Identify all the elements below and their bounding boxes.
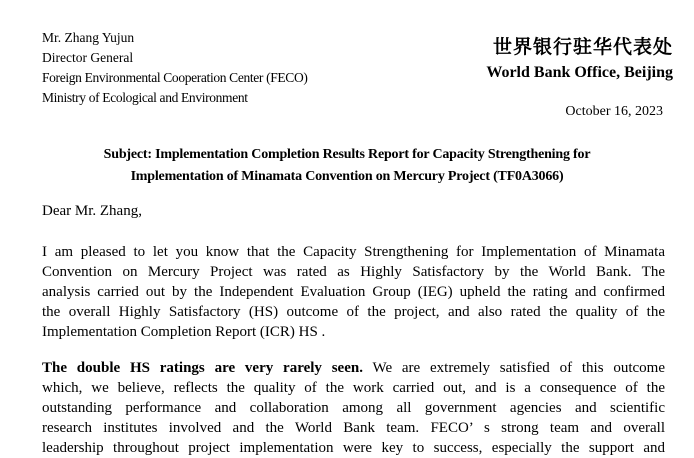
paragraph-1-line: analysis carried out by the Independent Evaluation Group (IEG) upheld the rating and confirmed [42,284,665,300]
paragraph-1 [42,242,665,342]
recipient-title: Director General [42,50,134,65]
paragraph-2-lead: The double HS ratings are very rarely seen. [42,360,363,376]
paragraph-1-line: the overall Highly Satisfactory (HS) outcome of the project, and also rated the quality of the [42,304,665,320]
letter-date: October 16, 2023 [565,104,663,119]
subject-heading [0,144,694,188]
office-english-name: World Bank Office, Beijing [486,64,673,81]
paragraph-2-line: outstanding performance and collaboration among all government agencies and scientific [42,400,665,416]
paragraph-1-line: Implementation Completion Report (ICR) HS . [42,324,326,340]
paragraph-2-line: research institutes involved and the World Bank team. FECO’ s strong team and overall [42,420,665,436]
recipient-organization: Foreign Environmental Cooperation Center (FECO) [42,70,308,85]
office-chinese-name: 世界银行驻华代表处 [492,36,673,58]
recipient-ministry: Ministry of Ecological and Environment [42,90,248,105]
salutation: Dear Mr. Zhang, [42,203,142,219]
letterhead [486,35,673,84]
paragraph-1-line: Convention on Mercury Project was rated as Highly Satisfactory by the World Bank. The [42,264,665,280]
paragraph-2-line: leadership throughout project implementation were key to success, especially the support and [42,440,665,456]
recipient-address-block [42,28,308,108]
subject-line-1: Subject: Implementation Completion Results Report for Capacity Strengthening for [103,147,591,162]
paragraph-2-first-line [42,358,665,378]
recipient-name: Mr. Zhang Yujun [42,30,135,45]
paragraph-2 [42,358,665,458]
paragraph-1-line: I am pleased to let you know that the Capacity Strengthening for Implementation of Minamata [42,244,665,260]
paragraph-2-first-rest: We are extremely satisfied of this outcome [362,360,665,376]
subject-line-2: Implementation of Minamata Convention on Mercury Project (TF0A3066) [130,169,564,184]
paragraph-2-line: which, we believe, reflects the quality of the work carried out, and is a consequence of the [42,380,665,396]
